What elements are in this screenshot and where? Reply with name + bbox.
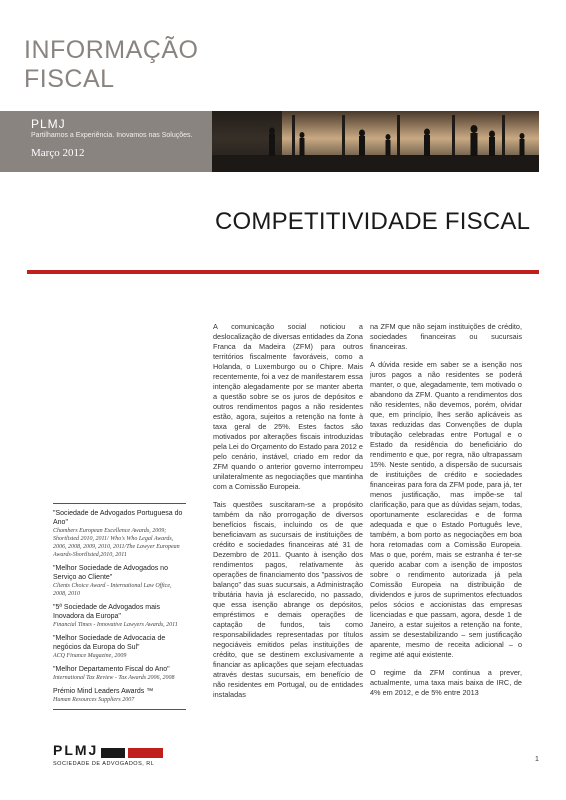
article-paragraph: A dúvida reside em saber se a isenção nos juros pagos a não residentes se poderá manter, o que, alegadamente, tem motivado o abandono da ZFM. Quanto a rendimentos dos não residentes, não devemos, porém, olvidar que, em princípio, lhes serão aplicáveis as taxas reduzidas das Convenções de dupla tributação celebradas entre Portugal e o Estado da residência do beneficiário do rendimento e que, por regra, não ultrapassam 15%. Neste sentido, a dispersão de sucursais de instituições de crédito e sociedades financeiras para fora da ZFM pode, para já, ter menos justificação, mas impõe-se tal clarificação, para que as dúvidas sejam, todas, oportunamente esclarecidas e de forma adequada e que o Estado Português leve, também, a bom porto as negociações em boa hora retomadas com a Comissão Europeia. Mas o que, porém, mais se estranha é ter-se querido acabar com a isenção de impostos sobre o rendimento autorizada já pela Comissão Europeia na distribuição de dividendos e juros de suprimentos efectuados pelos sócios e accionistas das empresas licenciadas e que passam, agora, desde 1 de Janeiro, a estar sujeitos a retenção na fonte, assim se desestabilizando – sem justificação aparente, mesmo de receita adicional – o regime até aqui existente. <box>370 360 522 659</box>
article-column-1 <box>213 322 363 708</box>
award-item <box>53 603 186 629</box>
title-divider <box>27 270 539 274</box>
article-paragraph: O regime da ZFM continua a prever, actualmente, uma taxa mais baixa de IRC, de 4% em 2012, e de 5% entre 2013 <box>370 668 522 697</box>
award-title: "Sociedade de Advogados Portuguesa do Ano" <box>53 510 183 526</box>
award-title: Prémio Mind Leaders Awards ™ <box>53 688 154 695</box>
brand-bar <box>0 111 539 172</box>
award-source: Human Resources Suppliers 2007 <box>53 697 135 703</box>
article-paragraph: Tais questões suscitaram-se a propósito também da não prorrogação de diversos benefícios fiscais, incluindo os de que beneficiavam as sucursais de instituições de crédito e sociedades financeiras até 31 de Dezembro de 2011. Quanto à isenção dos rendimentos pagos, relativamente às operações de financiamento dos "passivos de balanço" das suas sucursais, a Administração tributária havia já esclarecido, no passado, que essa isenção abrange os depósitos, empréstimos e demais operações de captação de fundos, tais como responsabilidades representadas por títulos negociáveis emitidos pelas instituições de crédito, que se destinem exclusivamente a financiar as aplicações que sejam efectuadas através destas sucursais, em benefício de não residentes em Portugal, ou de entidades instaladas <box>213 500 363 699</box>
awards-top-rule <box>53 503 186 504</box>
award-item <box>53 687 186 704</box>
header-title-line2: FISCAL <box>24 65 115 93</box>
header-title-line1: INFORMAÇÃO <box>24 36 199 64</box>
header-photo-image <box>212 111 539 172</box>
logo-mark-icon <box>101 745 163 755</box>
award-source: Financial Times - Innovative Lawyers Awards, 2011 <box>53 622 178 628</box>
award-title: "5ª Sociedade de Advogados mais Inovadora da Europa" <box>53 604 161 620</box>
issue-date: Março 2012 <box>31 147 85 159</box>
article-paragraph: A comunicação social noticiou a deslocalização de diversas entidades da Zona Franca da Madeira (ZFM) para outros territórios fiscalmente favoráveis, como a Holanda, o Luxemburgo ou o Chipre. Mais recentemente, foi a vez de manifestarem essa intenção alegadamente por se manter aberta a questão sobre se os juros de depósitos e outros rendimentos pagos a não residentes estão, agora, sujeitos a retenção na fonte à taxa geral de 25%. Estes factos são motivados por alterações fiscais introduzidas pela Lei do Orçamento do Estado para 2012 e pelo cenário, instável, criado em redor da ZFM quando o anterior governo interrompeu unilateralmente as negociações que mantinha com a Comissão Europeia. <box>213 322 363 491</box>
awards-sidebar <box>53 503 186 710</box>
award-item <box>53 634 186 660</box>
award-source: International Tax Review - Tax Awards 2006, 2008 <box>53 675 175 681</box>
award-item <box>53 665 186 682</box>
logo-wordmark: PLMJ <box>53 742 99 758</box>
award-source: Chambers European Excellence Awards, 2009; Shortlisted 2010, 2011/ Who's Who Legal Awards, 2006, 2008, 2009, 2010, 2011/The Lawyer European Awards-Shortlisted,2010, 2011 <box>53 528 180 558</box>
award-source: Clients Choice Award - International Law Office, 2008, 2010 <box>53 583 172 597</box>
awards-bottom-rule <box>53 709 186 710</box>
header-photo <box>212 111 539 172</box>
logo-row <box>53 742 163 758</box>
award-item <box>53 509 186 559</box>
logo-bars-icon <box>101 748 163 758</box>
award-title: "Melhor Sociedade de Advogados no Serviço ao Cliente" <box>53 565 168 581</box>
document-header <box>24 36 198 94</box>
article-column-2 <box>370 322 522 706</box>
brand-name: PLMJ <box>31 117 66 131</box>
article-paragraph: na ZFM que não sejam instituições de crédito, sociedades financeiras ou sucursais financeiras. <box>370 322 522 351</box>
brand-block <box>31 117 192 159</box>
page-number: 1 <box>535 756 539 763</box>
logo-subtitle: SOCIEDADE DE ADVOGADOS, RL <box>53 761 155 767</box>
brand-tagline: Partilhamos a Experiência. Inovamos nas Soluções. <box>31 132 193 139</box>
footer-logo <box>53 742 163 767</box>
award-title: "Melhor Departamento Fiscal do Ano" <box>53 666 170 673</box>
award-source: ACQ Finance Magazine, 2009 <box>53 653 127 659</box>
award-title: "Melhor Sociedade de Advocacia de negócios da Europa do Sul" <box>53 635 166 651</box>
award-item <box>53 564 186 598</box>
article-title: COMPETITIVIDADE FISCAL <box>215 208 531 235</box>
